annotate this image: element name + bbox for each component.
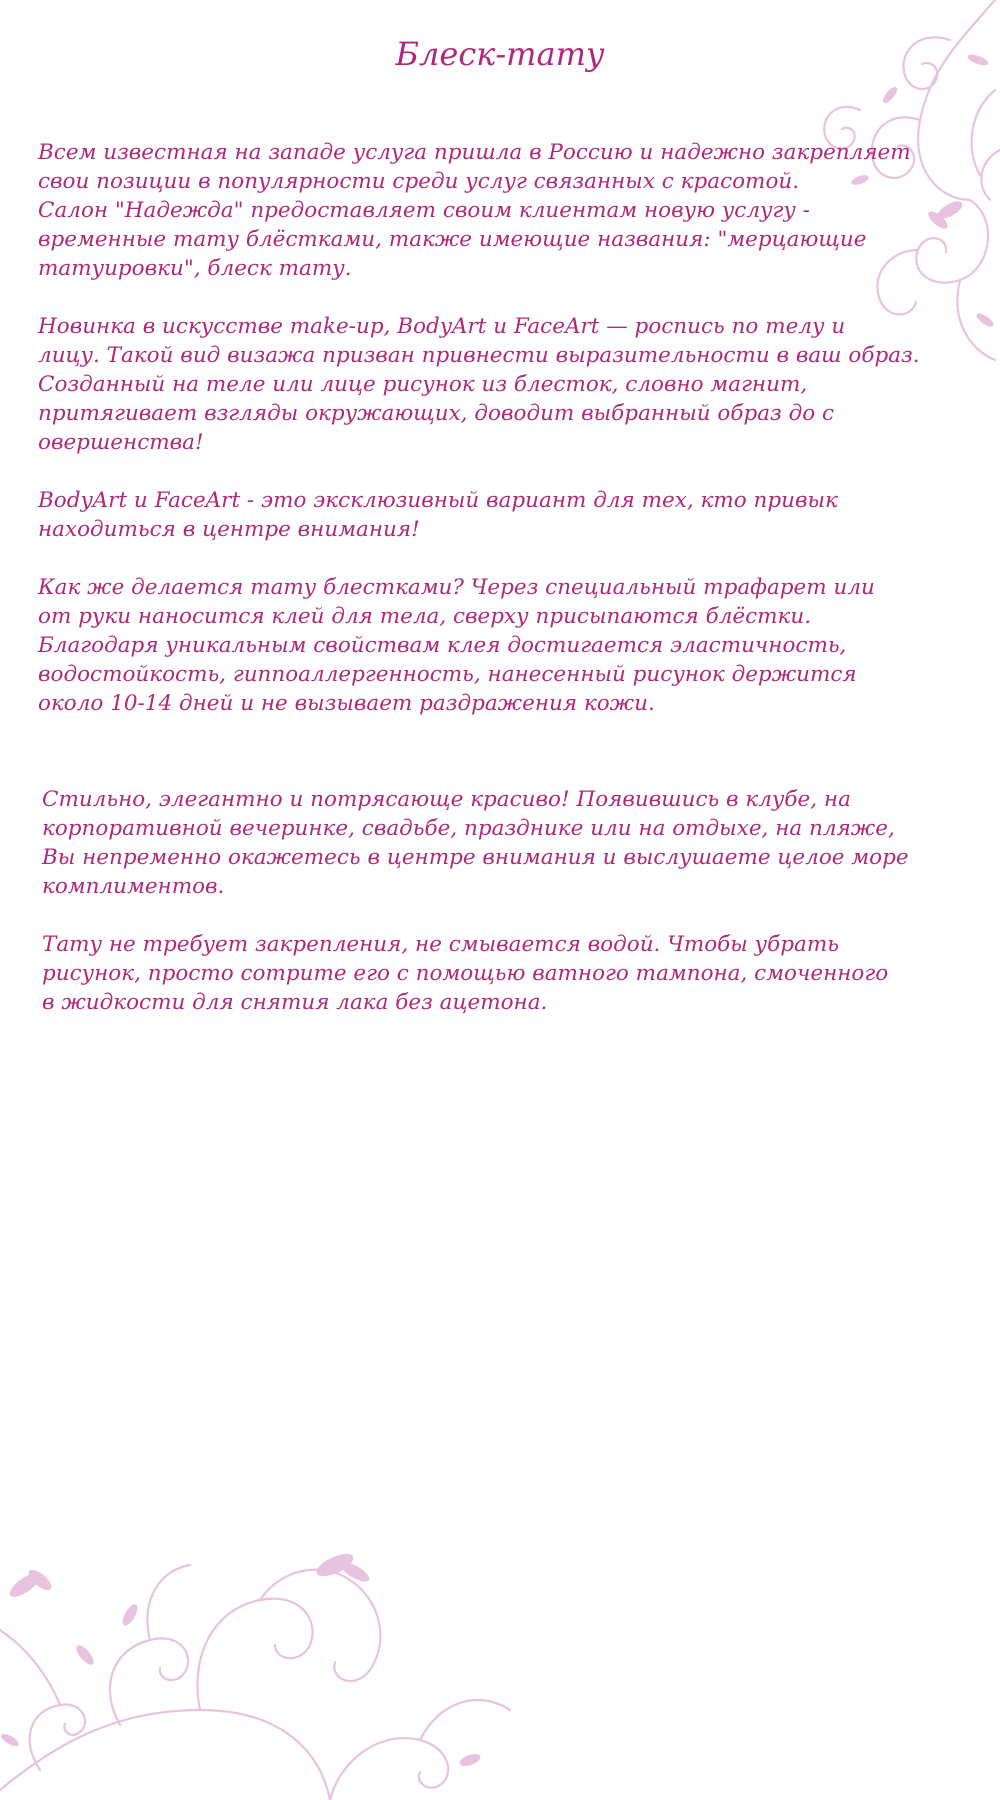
page-title: Блеск-тату: [395, 35, 605, 73]
description-block-secondary: Стильно, элегантно и потрясающе красиво! Появившись в клубе, на корпоративной вечеринке, свадьбе, празднике или на отдыхе, на пляже, Вы непременно окажетесь в центре внимания и выслушаете целое море комплиментов. Тату не требует закрепления, не смывается водой. Чтобы убрать рисунок, просто сотрите его с помощью ватного тампона, смоченного в жидкости для снятия лака без ацетона.: [42, 787, 909, 1015]
floral-ornament-bottom-icon: [0, 1510, 520, 1800]
description-block-main: Всем известная на западе услуга пришла в Россию и надежно закрепляет свои позиции в популярности среди услуг связанных с красотой. Салон "Надежда" предоставляет своим клиентам новую услугу - временные тату блёстками, также имеющие названия: "мерцающие татуировки", блеск тату. Новинка в искусстве make-up, BodyArt и FaceArt — роспись по телу и лицу. Такой вид визажа призван привнести выразительности в ваш образ. Созданный на теле или лице рисунок из блесток, словно магнит, притягивает взгляды окружающих, доводит выбранный образ до с овершенства! BodyArt и FaceArt - это эксклюзивный вариант для тех, кто привык находиться в центре внимания! Как же делается тату блестками? Через специальный трафарет или от руки наносится клей для тела, сверху присыпаются блёстки. Благодаря уникальным свойствам клея достигается эластичность, водостойкость, гиппоаллергенность, нанесенный рисунок держится около 10-14 дней и не вызывает раздражения кожи.: [38, 140, 920, 716]
